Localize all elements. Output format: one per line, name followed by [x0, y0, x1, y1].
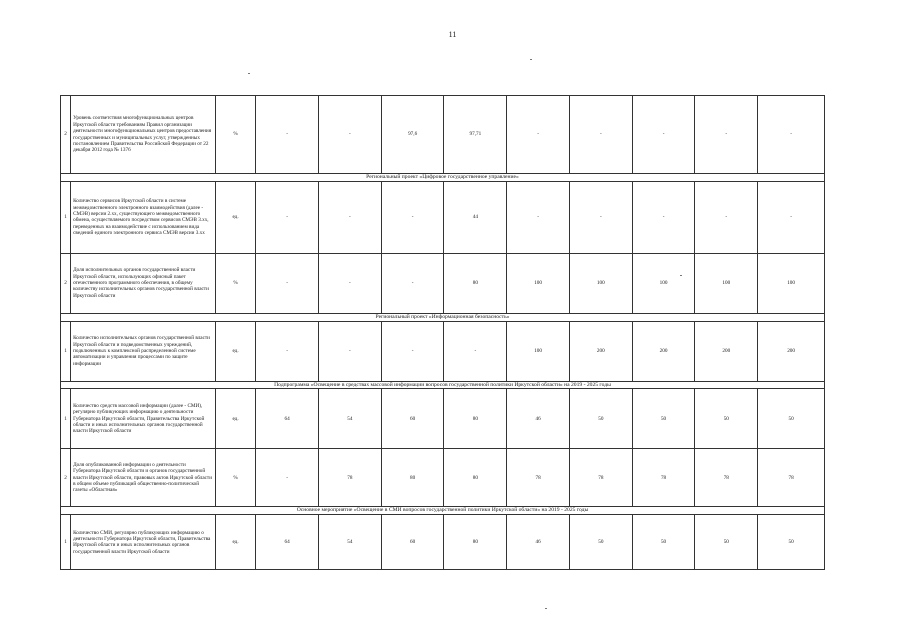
value-cell: -: [256, 321, 319, 381]
value-cell: -: [256, 449, 319, 507]
value-cell: 100: [569, 253, 632, 313]
value-cell: -: [507, 96, 570, 174]
value-cell: 200: [632, 321, 695, 381]
section-header-row: [61, 507, 825, 515]
value-cell: 64: [256, 515, 319, 570]
indicator-row: [61, 253, 825, 313]
value-cell: -: [319, 96, 382, 174]
indicator-name: Количество СМИ, регулярно публикующих информацию о деятельности Губернатора Иркутской области, Правительства Иркутской области и иных исполнительных органов государственной власти Иркутской области: [71, 515, 216, 570]
value-cell: 80: [444, 389, 507, 449]
value-cell: 50: [632, 389, 695, 449]
value-cell: -: [319, 181, 382, 253]
indicator-name: Доля опубликованной информации о деятельности Губернатора Иркутской области и органов государственной власти Иркутской области, правовых актов Иркутской области в общем объеме публикаций общественно-политической газеты «Областная»: [71, 449, 216, 507]
value-cell: 50: [569, 515, 632, 570]
section-title: Региональный проект «Цифровое государственное управление»: [61, 174, 825, 182]
value-cell: 200: [569, 321, 632, 381]
scan-speck: [680, 275, 682, 276]
indicator-row: [61, 96, 825, 174]
row-number: 1: [61, 181, 71, 253]
value-cell: 78: [695, 449, 758, 507]
value-cell: 200: [758, 321, 825, 381]
unit-cell: %: [215, 253, 255, 313]
value-cell: -: [381, 253, 444, 313]
section-title: Подпрограмма «Освещение в средствах массовой информации вопросов государственной политики Иркутской области» на 2019 - 2025 годы: [61, 381, 825, 389]
indicator-name: Количество средств массовой информации (далее - СМИ), регулярно публикующих информацию о деятельности Губернатора Иркутской области, Правительства Иркутской области и иных исполнительных органов государственной власти Иркутской области: [71, 389, 216, 449]
value-cell: 80: [444, 515, 507, 570]
value-cell: 80: [444, 253, 507, 313]
value-cell: -: [632, 181, 695, 253]
value-cell: 50: [569, 389, 632, 449]
indicator-row: [61, 389, 825, 449]
value-cell: 64: [256, 389, 319, 449]
section-header-row: [61, 313, 825, 321]
row-number: 1: [61, 321, 71, 381]
value-cell: 80: [381, 449, 444, 507]
indicator-name: Доля исполнительных органов государственной власти Иркутской области, использующих офисный пакет отечественного программного обеспечения, в общему количеству исполнительных органов государственной власти Иркутской области: [71, 253, 216, 313]
row-number: 1: [61, 515, 71, 570]
indicator-name: Количество исполнительных органов государственной власти Иркутской области и подведомственных учреждений, подключенных к комплексной распределенной системе автоматизации и управления процессами по защите информации: [71, 321, 216, 381]
value-cell: 60: [381, 515, 444, 570]
value-cell: 78: [319, 449, 382, 507]
value-cell: 60: [381, 389, 444, 449]
indicator-name: Уровень соответствия многофункциональных центров Иркутской области требованиям Правил организации деятельности многофункциональных центров предоставления государственных и муниципальных услуг, утвержденных постановлением Правительства Российской Федерации от 22 декабря 2012 года № 1376: [71, 96, 216, 174]
value-cell: 50: [695, 515, 758, 570]
value-cell: 54: [319, 389, 382, 449]
row-number: 2: [61, 449, 71, 507]
value-cell: 50: [632, 515, 695, 570]
value-cell: -: [758, 181, 825, 253]
value-cell: 50: [758, 389, 825, 449]
section-header-row: [61, 381, 825, 389]
value-cell: -: [569, 96, 632, 174]
value-cell: 100: [507, 321, 570, 381]
section-header-row: [61, 174, 825, 182]
value-cell: 44: [444, 181, 507, 253]
indicator-row: [61, 181, 825, 253]
value-cell: 78: [632, 449, 695, 507]
indicator-row: [61, 449, 825, 507]
page-number: 11: [448, 30, 457, 39]
value-cell: -: [256, 253, 319, 313]
value-cell: 100: [758, 253, 825, 313]
value-cell: -: [256, 96, 319, 174]
unit-cell: ед.: [215, 515, 255, 570]
value-cell: 100: [632, 253, 695, 313]
value-cell: 46: [507, 515, 570, 570]
section-title: Основное мероприятие «Освещение в СМИ вопросов государственной политики Иркутской области» на 2019 - 2025 годы: [61, 507, 825, 515]
value-cell: -: [507, 181, 570, 253]
value-cell: 50: [758, 515, 825, 570]
unit-cell: ед.: [215, 181, 255, 253]
unit-cell: %: [215, 449, 255, 507]
value-cell: 78: [758, 449, 825, 507]
value-cell: 97,6: [381, 96, 444, 174]
value-cell: 46: [507, 389, 570, 449]
unit-cell: %: [215, 96, 255, 174]
value-cell: -: [319, 321, 382, 381]
value-cell: 54: [319, 515, 382, 570]
row-number: 2: [61, 96, 71, 174]
value-cell: -: [444, 321, 507, 381]
value-cell: 100: [507, 253, 570, 313]
value-cell: -: [632, 96, 695, 174]
indicator-name: Количество сервисов Иркутской области в системе межведомственного электронного взаимодействия (далее - СМЭВ) версии 2.хх, существующего межведомственного обмена, осуществляемого посредством сервисов СМЭВ 3.хх, переведенных на взаимодействие с использованием вида сведений единого электронного сервиса СМЭВ версии 3.хх: [71, 181, 216, 253]
value-cell: -: [569, 181, 632, 253]
value-cell: -: [381, 181, 444, 253]
value-cell: -: [381, 321, 444, 381]
unit-cell: ед.: [215, 321, 255, 381]
value-cell: -: [319, 253, 382, 313]
scan-speck: [530, 59, 532, 60]
value-cell: 78: [507, 449, 570, 507]
value-cell: -: [695, 181, 758, 253]
indicator-row: [61, 321, 825, 381]
indicator-row: [61, 515, 825, 570]
value-cell: -: [256, 181, 319, 253]
unit-cell: ед.: [215, 389, 255, 449]
value-cell: -: [758, 96, 825, 174]
value-cell: 200: [695, 321, 758, 381]
scan-speck: [545, 608, 547, 609]
value-cell: 100: [695, 253, 758, 313]
value-cell: 80: [444, 449, 507, 507]
indicators-table: [60, 95, 825, 570]
value-cell: 50: [695, 389, 758, 449]
section-title: Региональный проект «Информационная безопасность»: [61, 313, 825, 321]
row-number: 1: [61, 389, 71, 449]
value-cell: 97,71: [444, 96, 507, 174]
scan-speck: [248, 73, 250, 74]
value-cell: 78: [569, 449, 632, 507]
table-body: [61, 96, 825, 570]
value-cell: -: [695, 96, 758, 174]
row-number: 2: [61, 253, 71, 313]
